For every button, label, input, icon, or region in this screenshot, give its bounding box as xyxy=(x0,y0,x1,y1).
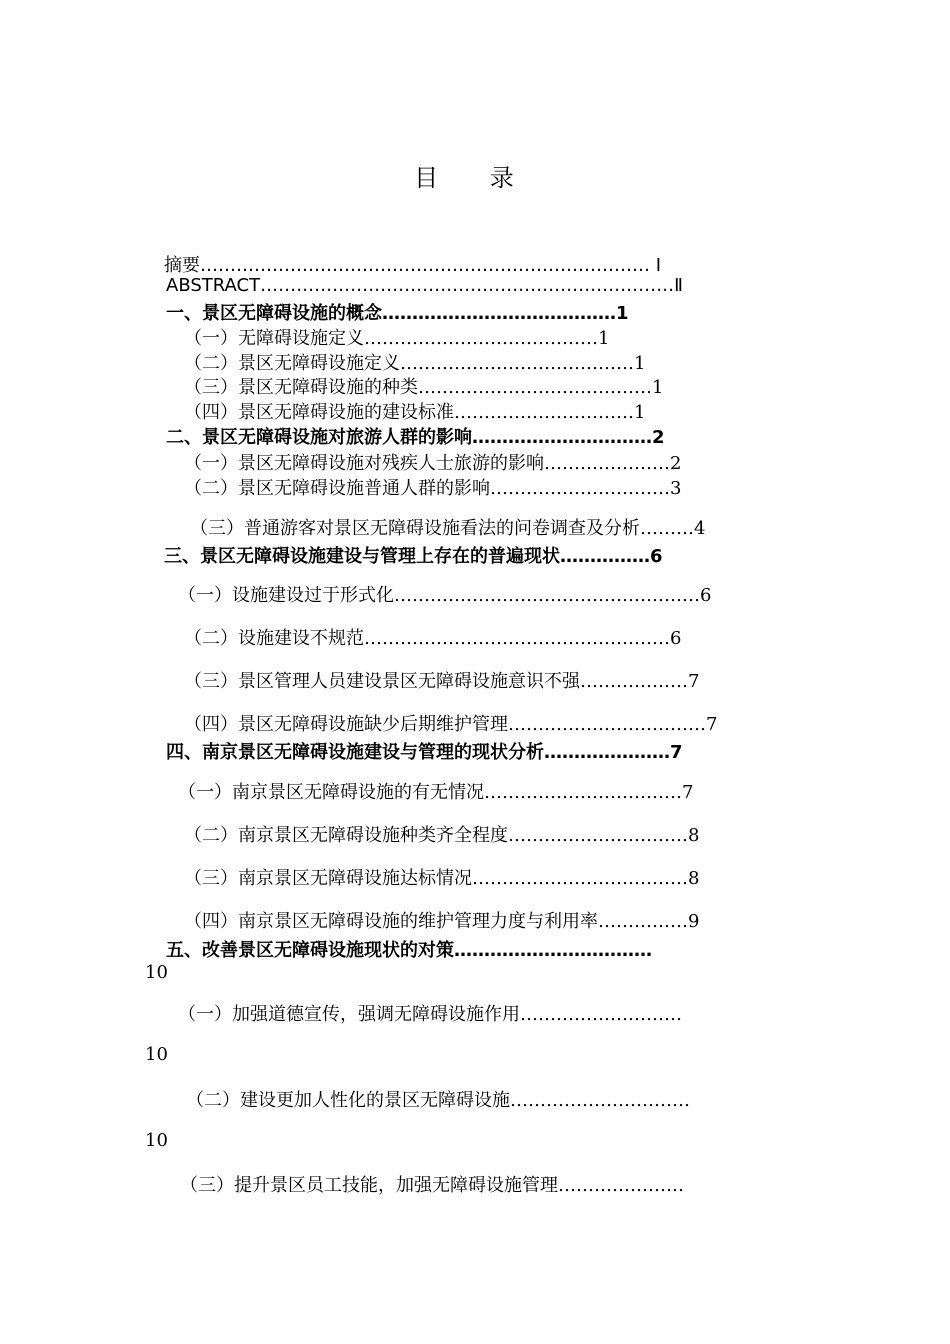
toc-page-number: 10 xyxy=(145,1044,168,1065)
toc-entry-5-1[interactable]: （一）加强道德宣传，强调无障碍设施作用……………………… xyxy=(178,1004,682,1025)
toc-entry-3-3[interactable]: （三）景区管理人员建设景区无障碍设施意识不强………………7 xyxy=(184,671,700,692)
toc-entry-2-1[interactable]: （一）景区无障碍设施对残疾人士旅游的影响…………………2 xyxy=(184,453,682,474)
toc-entry-abstract-cn[interactable]: 摘要………………………………………………………………… Ⅰ xyxy=(164,255,662,276)
toc-entry-1-1[interactable]: （一）无障碍设施定义…………………………………1 xyxy=(184,328,610,349)
toc-entry-5-3[interactable]: （三）提升景区员工技能，加强无障碍设施管理………………… xyxy=(180,1175,684,1196)
toc-page-number: 10 xyxy=(145,962,168,983)
toc-entry-1-4[interactable]: （四）景区无障碍设施的建设标准…………………………1 xyxy=(184,402,646,423)
toc-entry-chapter-5[interactable]: 五、改善景区无障碍设施现状的对策…………………………… xyxy=(166,940,652,961)
toc-entry-3-2[interactable]: （二）设施建设不规范……………………………………………6 xyxy=(184,628,682,649)
toc-entry-abstract-en[interactable]: ABSTRACT……………………………………………………………Ⅱ xyxy=(166,275,683,296)
toc-entry-chapter-4[interactable]: 四、南京景区无障碍设施建设与管理的现状分析…………………7 xyxy=(166,742,683,763)
toc-entry-4-3[interactable]: （三）南京景区无障碍设施达标情况………………………………8 xyxy=(184,868,700,889)
toc-title: 目 录 xyxy=(414,164,536,192)
toc-entry-1-2[interactable]: （二）景区无障碍设施定义…………………………………1 xyxy=(184,353,646,374)
toc-entry-1-3[interactable]: （三）景区无障碍设施的种类…………………………………1 xyxy=(184,377,664,398)
toc-entry-4-1[interactable]: （一）南京景区无障碍设施的有无情况……………………………7 xyxy=(178,782,694,803)
toc-entry-5-2[interactable]: （二）建设更加人性化的景区无障碍设施………………………… xyxy=(186,1090,690,1111)
toc-entry-4-4[interactable]: （四）南京景区无障碍设施的维护管理力度与利用率……………9 xyxy=(184,911,700,932)
toc-entry-3-4[interactable]: （四）景区无障碍设施缺少后期维护管理……………………………7 xyxy=(184,714,718,735)
toc-entry-2-3[interactable]: （三）普通游客对景区无障碍设施看法的问卷调查及分析………4 xyxy=(190,518,706,539)
toc-entry-chapter-1[interactable]: 一、景区无障碍设施的概念…………………………………1 xyxy=(166,303,629,324)
toc-entry-chapter-3[interactable]: 三、景区无障碍设施建设与管理上存在的普遍现状……………6 xyxy=(164,546,663,567)
toc-entry-chapter-2[interactable]: 二、景区无障碍设施对旅游人群的影响…………………………2 xyxy=(166,427,665,448)
toc-page-number: 10 xyxy=(145,1130,168,1151)
toc-entry-4-2[interactable]: （二）南京景区无障碍设施种类齐全程度…………………………8 xyxy=(184,825,700,846)
toc-entry-3-1[interactable]: （一）设施建设过于形式化……………………………………………6 xyxy=(178,585,712,606)
toc-entry-2-2[interactable]: （二）景区无障碍设施普通人群的影响…………………………3 xyxy=(184,478,682,499)
